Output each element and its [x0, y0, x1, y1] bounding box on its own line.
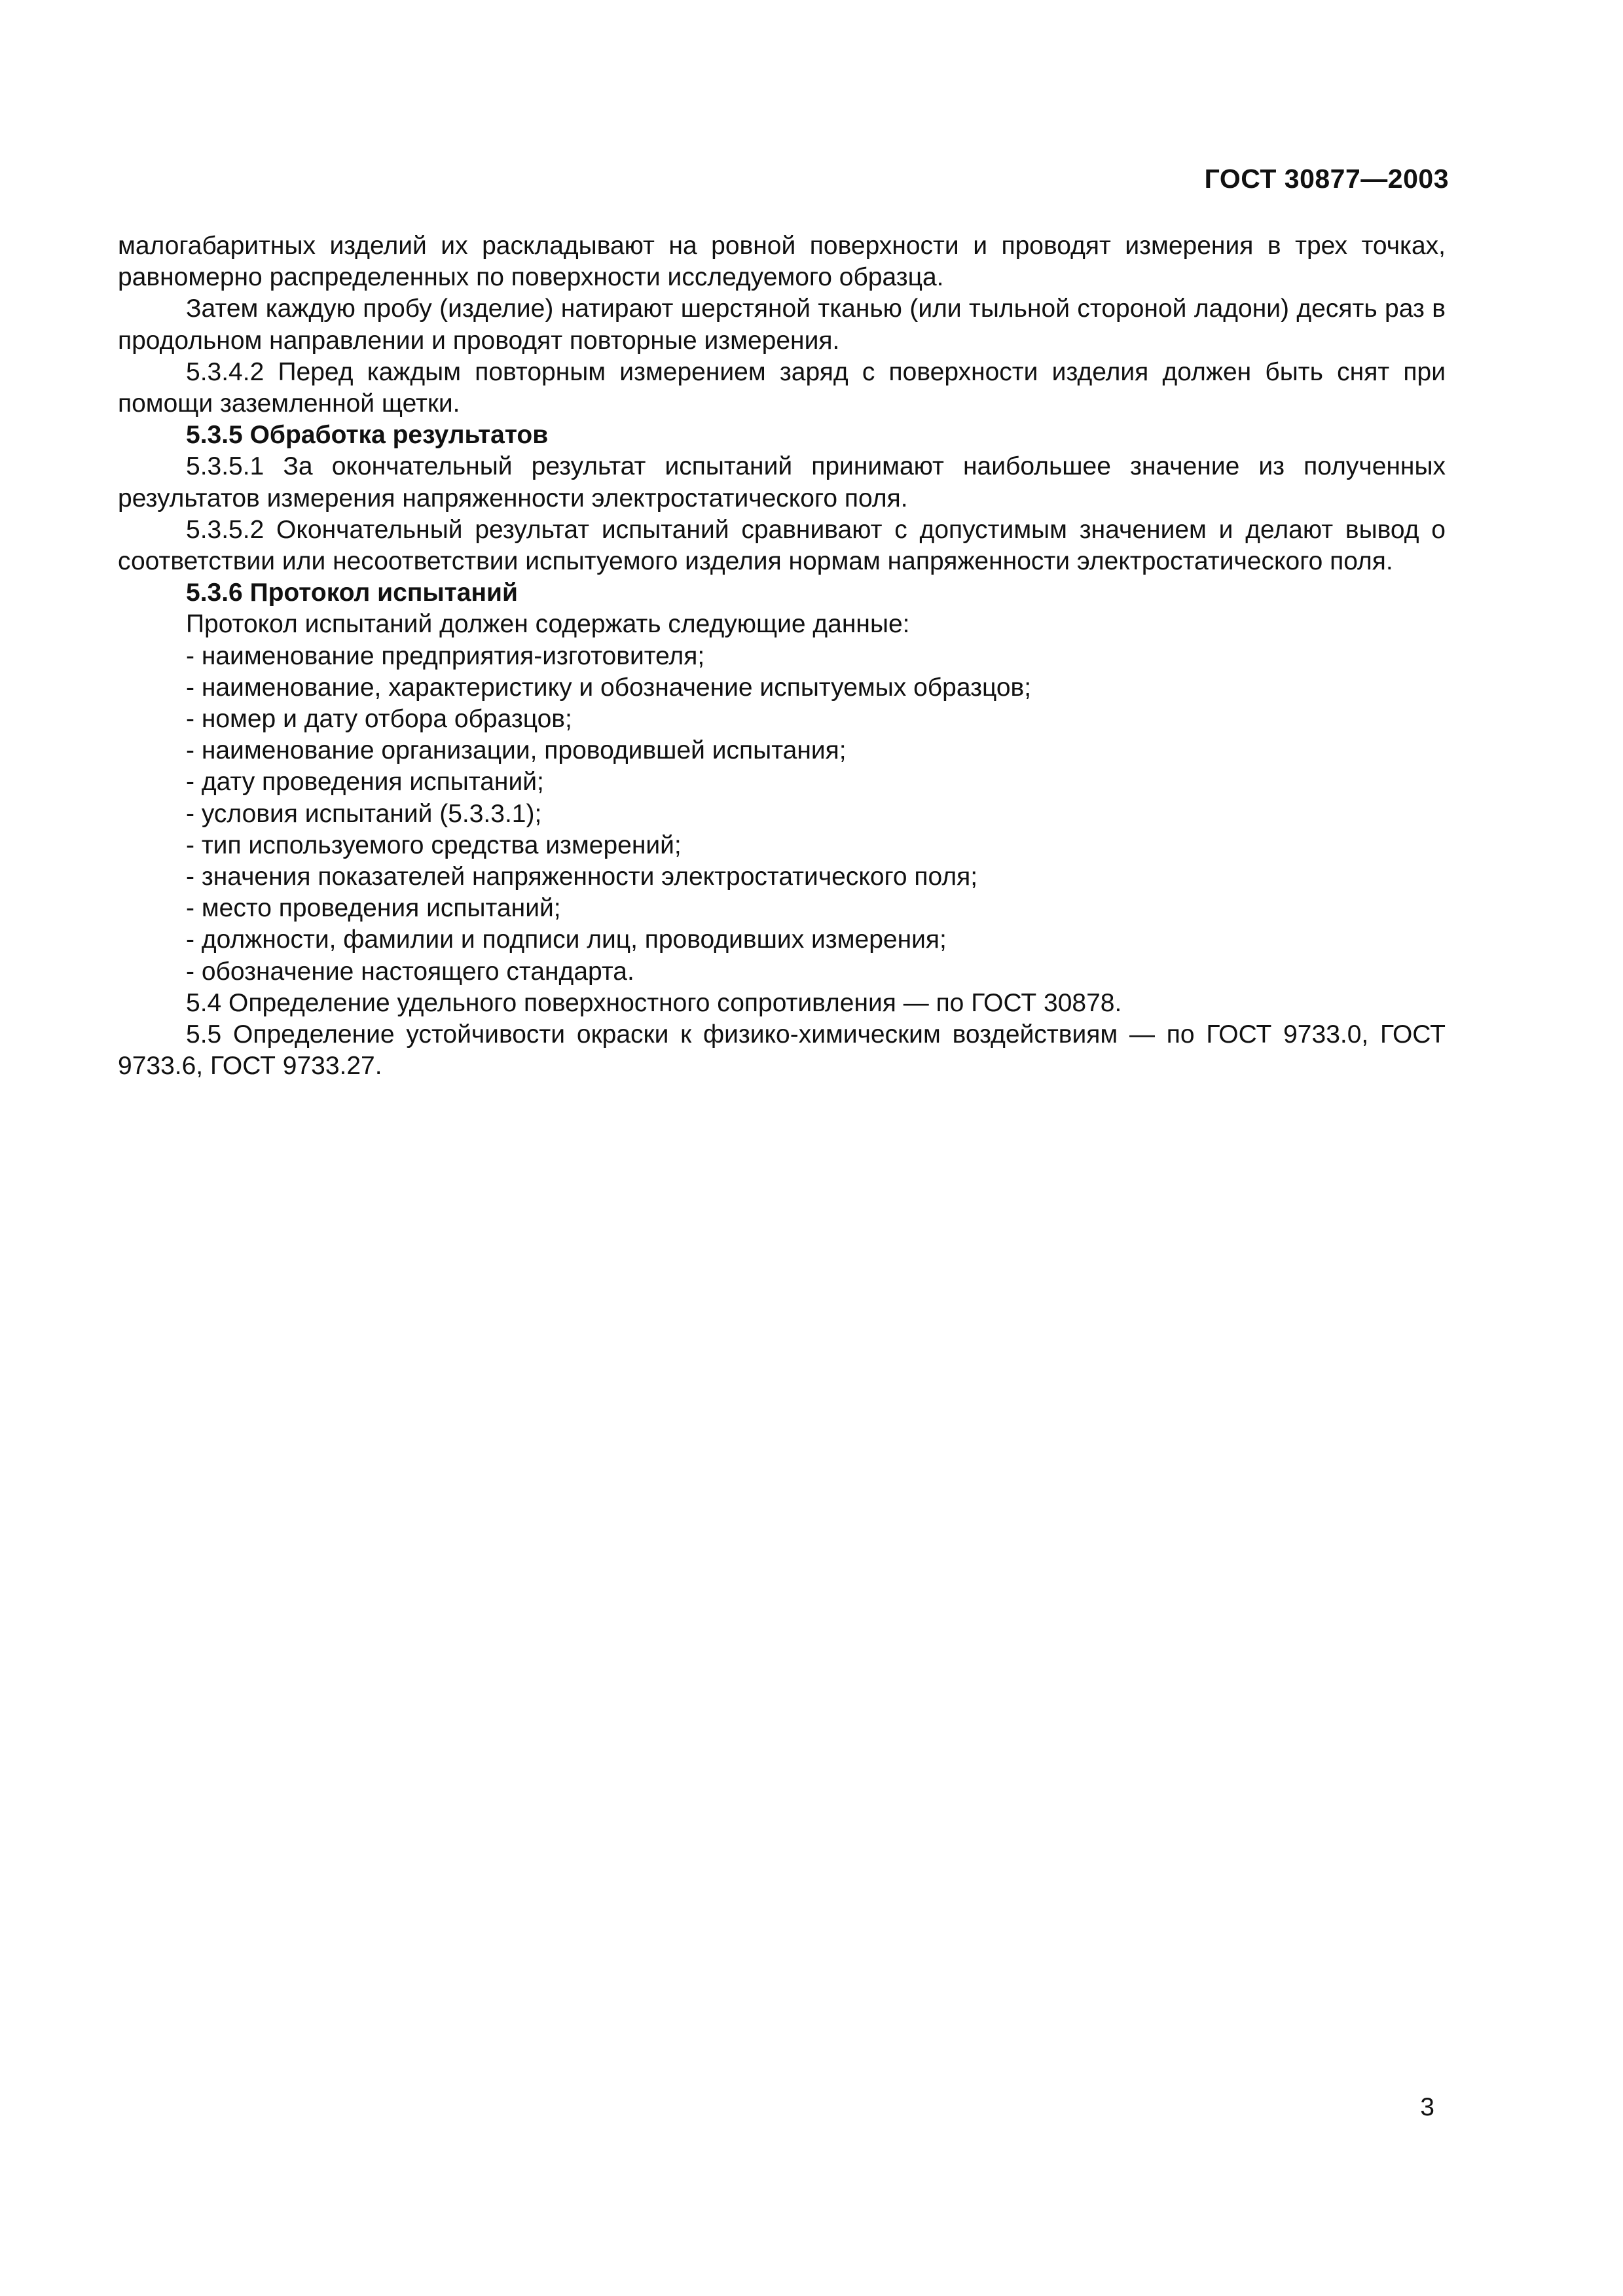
list-item: - тип используемого средства измерений; — [186, 831, 682, 859]
list-item: - наименование предприятия-изготовителя; — [186, 641, 705, 670]
list-item: - значения показателей напряженности электростатического поля; — [186, 863, 978, 891]
list-item: - наименование, характеристику и обозначение испытуемых образцов; — [186, 673, 1032, 702]
paragraph-continuation: малогабаритных изделий их раскладывают на ровной поверхности и проводят измерения в трех точках, равномерно распределенных по поверхности исследуемого образца. — [118, 232, 1446, 292]
page-number: 3 — [1420, 2093, 1434, 2121]
paragraph-rubbing: Затем каждую пробу (изделие) натирают шерстяной тканью (или тыльной стороной ладони) десять раз в продольном направлении и проводят повторные измерения. — [118, 295, 1446, 355]
list-item: - дату проведения испытаний; — [186, 768, 544, 797]
paragraph-5-4: 5.4 Определение удельного поверхностного сопротивления — по ГОСТ 30878. — [186, 988, 1122, 1017]
paragraph-protocol-intro: Протокол испытаний должен содержать следующие данные: — [186, 610, 910, 639]
document-body — [118, 230, 1446, 1082]
list-item: - должности, фамилии и подписи лиц, проводивших измерения; — [186, 925, 947, 954]
paragraph-5-3-5-2: 5.3.5.2 Окончательный результат испытаний сравнивают с допустимым значением и делают вывод о соответствии или несоответствии испытуемого изделия нормам напряженности электростатического поля. — [118, 515, 1446, 576]
list-item: - обозначение настоящего стандарта. — [186, 957, 634, 986]
list-item: - место проведения испытаний; — [186, 894, 561, 923]
paragraph-5-5: 5.5 Определение устойчивости окраски к физико-химическим воздействиям — по ГОСТ 9733.0, ГОСТ 9733.6, ГОСТ 9733.27. — [118, 1020, 1446, 1081]
list-item: - номер и дату отбора образцов; — [186, 705, 572, 734]
paragraph-5-3-4-2: 5.3.4.2 Перед каждым повторным измерением заряд с поверхности изделия должен быть снят при помощи заземленной щетки. — [118, 357, 1446, 418]
section-heading-5-3-6: 5.3.6 Протокол испытаний — [186, 579, 518, 607]
document-code-header: ГОСТ 30877—2003 — [1204, 164, 1449, 194]
protocol-requirements-list — [118, 641, 1446, 988]
list-item: - наименование организации, проводившей испытания; — [186, 736, 847, 765]
section-heading-5-3-5: 5.3.5 Обработка результатов — [186, 421, 549, 450]
paragraph-5-3-5-1: 5.3.5.1 За окончательный результат испытаний принимают наибольшее значение из полученных результатов измерения напряженности электростатического поля. — [118, 452, 1446, 512]
list-item: - условия испытаний (5.3.3.1); — [186, 799, 542, 828]
